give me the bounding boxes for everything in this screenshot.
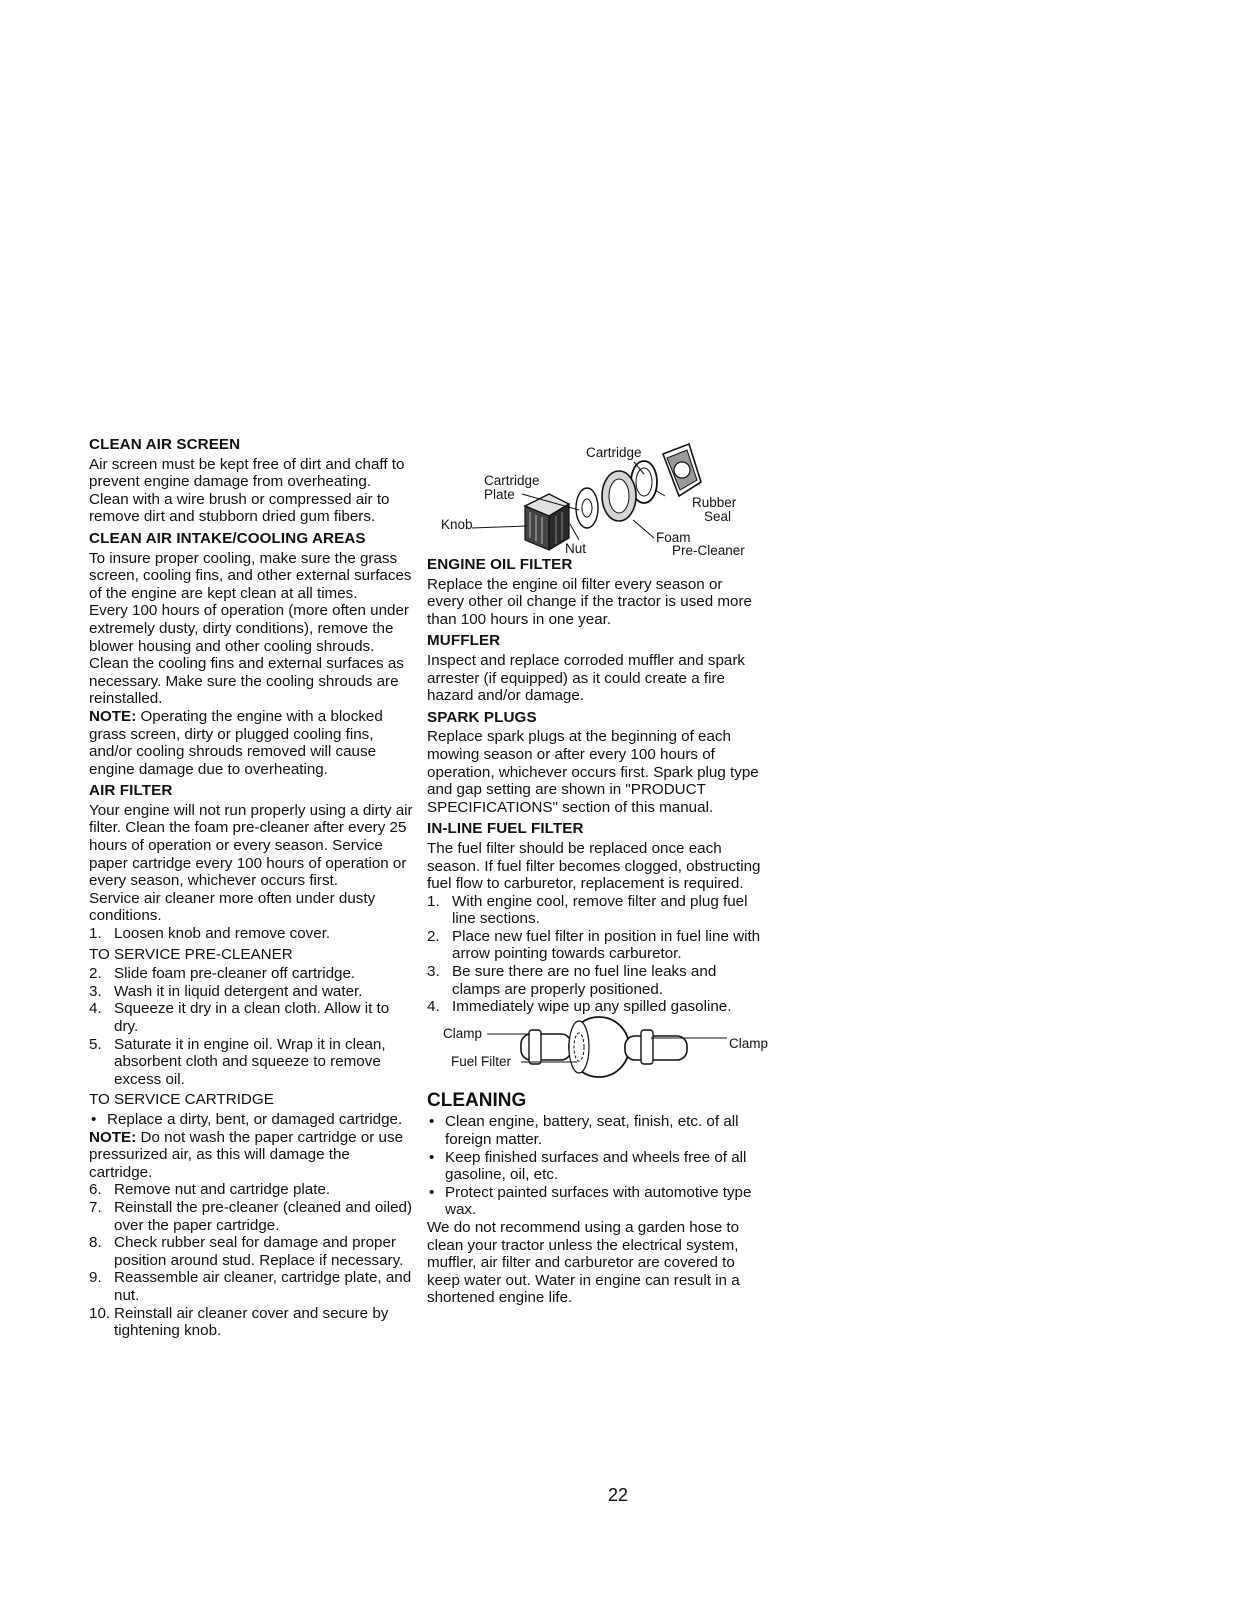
- step-text: Be sure there are no fuel line leaks and clamps are properly positioned.: [452, 963, 717, 998]
- step-text: Immediately wipe up any spilled gasoline.: [452, 998, 732, 1016]
- list-item: [427, 1113, 762, 1148]
- fuel-filter-heading: IN-LINE FUEL FILTER: [427, 820, 584, 838]
- list-item: [89, 1199, 414, 1234]
- note-text: Do not wash the paper cartridge or use pressurized air, as this will damage the cartridge.: [89, 1128, 404, 1181]
- step-number: 1.: [427, 892, 440, 910]
- step-number: 4.: [89, 1000, 102, 1018]
- knob-cover-illustration: [525, 494, 569, 550]
- list-item: [427, 928, 762, 963]
- muffler-body: Inspect and replace corroded muffler and spark arrester (if equipped) as it could create a fire hazard and/or damage.: [427, 651, 745, 705]
- list-item: [89, 925, 414, 943]
- step-text: Saturate it in engine oil. Wrap it in clean, absorbent cloth and squeeze to remove excess oil.: [114, 1035, 386, 1088]
- step-text: Wash it in liquid detergent and water.: [114, 982, 363, 1000]
- air-filter-p2: Service air cleaner more often under dusty conditions.: [89, 889, 376, 925]
- step-number: 4.: [427, 998, 440, 1016]
- note-label: NOTE:: [89, 707, 137, 725]
- list-item: [89, 1036, 414, 1089]
- step-text: With engine cool, remove filter and plug fuel line sections.: [452, 892, 748, 928]
- list-item: [427, 963, 762, 998]
- precleaner-heading: TO SERVICE PRE-CLEANER: [89, 945, 293, 963]
- step-number: 3.: [427, 963, 440, 981]
- fuel-line-illustration: [521, 1017, 687, 1077]
- bullet: •: [429, 1148, 435, 1166]
- step-number: 10.: [89, 1304, 111, 1322]
- list-item: [427, 893, 762, 928]
- step-text: Check rubber seal for damage and proper position around stud. Replace if necessary.: [114, 1234, 404, 1269]
- label-knob: Knob: [441, 517, 473, 532]
- cartridge-illustration: [663, 444, 701, 496]
- list-item: [89, 1000, 414, 1035]
- list-item: [89, 983, 414, 1001]
- label-cartridge-plate-1: Cartridge: [484, 473, 540, 488]
- bullet: •: [91, 1110, 97, 1128]
- oil-filter-heading: ENGINE OIL FILTER: [427, 556, 573, 573]
- label-clamp-left: Clamp: [443, 1025, 483, 1041]
- label-foam-2: Pre-Cleaner: [672, 543, 745, 558]
- label-rubber-seal-1: Rubber: [692, 495, 737, 510]
- left-column: [89, 432, 414, 1340]
- step-number: 8.: [89, 1234, 102, 1252]
- list-item: [427, 1184, 762, 1219]
- label-fuel-filter: Fuel Filter: [451, 1053, 512, 1069]
- label-nut: Nut: [565, 541, 587, 556]
- oil-filter-body: Replace the engine oil filter every season or every other oil change if the tractor is used more than 100 hours in one year.: [427, 575, 753, 628]
- step-text: Place new fuel filter in position in fuel line with arrow pointing towards carburetor.: [452, 927, 761, 963]
- list-item: [89, 1111, 414, 1129]
- step-number: 2.: [89, 965, 102, 983]
- step-text: Remove nut and cartridge plate.: [114, 1181, 331, 1199]
- label-rubber-seal-2: Seal: [704, 509, 732, 524]
- cleaning-heading: CLEANING: [427, 1089, 527, 1111]
- step-number: 2.: [427, 927, 440, 945]
- bullet-text: Clean engine, battery, seat, finish, etc. of all foreign matter.: [445, 1113, 739, 1149]
- bullet-text: Protect painted surfaces with automotive type wax.: [445, 1183, 752, 1219]
- step-text: Squeeze it dry in a clean cloth. Allow it to dry.: [114, 1000, 390, 1035]
- air-filter-heading: AIR FILTER: [89, 782, 173, 800]
- intake-cooling-p2: Every 100 hours of operation (more often under extremely dusty, dirty conditions), remove the blower housing and other cooling shrouds. Clean the cooling fins and external surfaces as necessary. Make sure the cooling shrouds are reinstalled.: [89, 602, 409, 708]
- label-foam-1: Foam: [656, 530, 691, 545]
- spark-plugs-heading: SPARK PLUGS: [427, 708, 537, 726]
- bullet-text: Replace a dirty, bent, or damaged cartridge.: [107, 1110, 403, 1128]
- step-number: 1.: [89, 925, 102, 943]
- list-item: [427, 998, 762, 1016]
- step-number: 6.: [89, 1181, 102, 1199]
- note-label: NOTE:: [89, 1128, 137, 1146]
- list-item: [89, 1305, 414, 1340]
- list-item: [89, 1234, 414, 1269]
- step-number: 3.: [89, 982, 102, 1000]
- step-text: Slide foam pre-cleaner off cartridge.: [114, 965, 356, 983]
- step-text: Reinstall air cleaner cover and secure by tightening knob.: [114, 1304, 389, 1340]
- intake-cooling-note: [89, 708, 414, 778]
- label-clamp-right: Clamp: [729, 1035, 769, 1051]
- step-number: 5.: [89, 1035, 102, 1053]
- step-text: Reassemble air cleaner, cartridge plate, and nut.: [114, 1269, 412, 1304]
- foam-precleaner-illustration: [602, 471, 636, 521]
- intake-cooling-p1: To insure proper cooling, make sure the grass screen, cooling fins, and other external surfaces of the engine are kept clean at all times.: [89, 549, 412, 602]
- clean-air-screen-heading: CLEAN AIR SCREEN: [89, 436, 241, 453]
- muffler-heading: MUFFLER: [427, 632, 501, 650]
- list-item: [89, 965, 414, 983]
- air-filter-p1: Your engine will not run properly using a dirty air filter. Clean the foam pre-cleaner after every 25 hours of operation or every season. Service paper cartridge every 100 hours of operation or every season, whichever occurs first.: [89, 801, 413, 890]
- note-text: Operating the engine with a blocked grass screen, dirty or plugged cooling fins, and/or cooling shrouds removed will cause engine damage due to overheating.: [89, 707, 383, 778]
- list-item: [89, 1269, 414, 1304]
- step-text: Reinstall the pre-cleaner (cleaned and oiled) over the paper cartridge.: [114, 1198, 413, 1234]
- fuel-filter-diagram: [427, 1016, 769, 1084]
- clean-air-screen-body: Air screen must be kept free of dirt and chaff to prevent engine damage from overheating. Clean with a wire brush or compressed air to remove dirt and stubborn dried gum fibers.: [89, 455, 405, 526]
- step-number: 9.: [89, 1269, 102, 1287]
- air-cleaner-diagram: [427, 432, 762, 558]
- list-item: [89, 1181, 414, 1199]
- list-item: [427, 1149, 762, 1184]
- right-column: [427, 432, 769, 1307]
- bullet-text: Keep finished surfaces and wheels free of all gasoline, oil, etc.: [445, 1148, 747, 1184]
- page-number: 22: [608, 1485, 629, 1505]
- step-text: Loosen knob and remove cover.: [114, 925, 331, 943]
- cartridge-plate-illustration: [576, 488, 598, 528]
- cartridge-heading: TO SERVICE CARTRIDGE: [89, 1091, 274, 1109]
- intake-cooling-heading: CLEAN AIR INTAKE/COOLING AREAS: [89, 529, 366, 547]
- label-cartridge: Cartridge: [586, 445, 642, 460]
- spark-plugs-body: Replace spark plugs at the beginning of each mowing season or after every 100 hours of operation, whichever occurs first. Spark plug type and gap setting are shown in "PRODUCT SPECIFICATIONS" section of this manual.: [427, 728, 759, 816]
- step-number: 7.: [89, 1198, 102, 1216]
- label-cartridge-plate-2: Plate: [484, 487, 515, 502]
- cleaning-body: We do not recommend using a garden hose to clean your tractor unless the electrical system, muffler, air filter and carburetor are covered to keep water out. Water in engine can result in a shortened engine life.: [427, 1219, 740, 1307]
- bullet: •: [429, 1183, 435, 1201]
- cartridge-note: [89, 1129, 414, 1182]
- bullet: •: [429, 1113, 435, 1131]
- fuel-filter-body: The fuel filter should be replaced once each season. If fuel filter becomes clogged, obstructing fuel flow to carburetor, replacement is required.: [427, 839, 761, 893]
